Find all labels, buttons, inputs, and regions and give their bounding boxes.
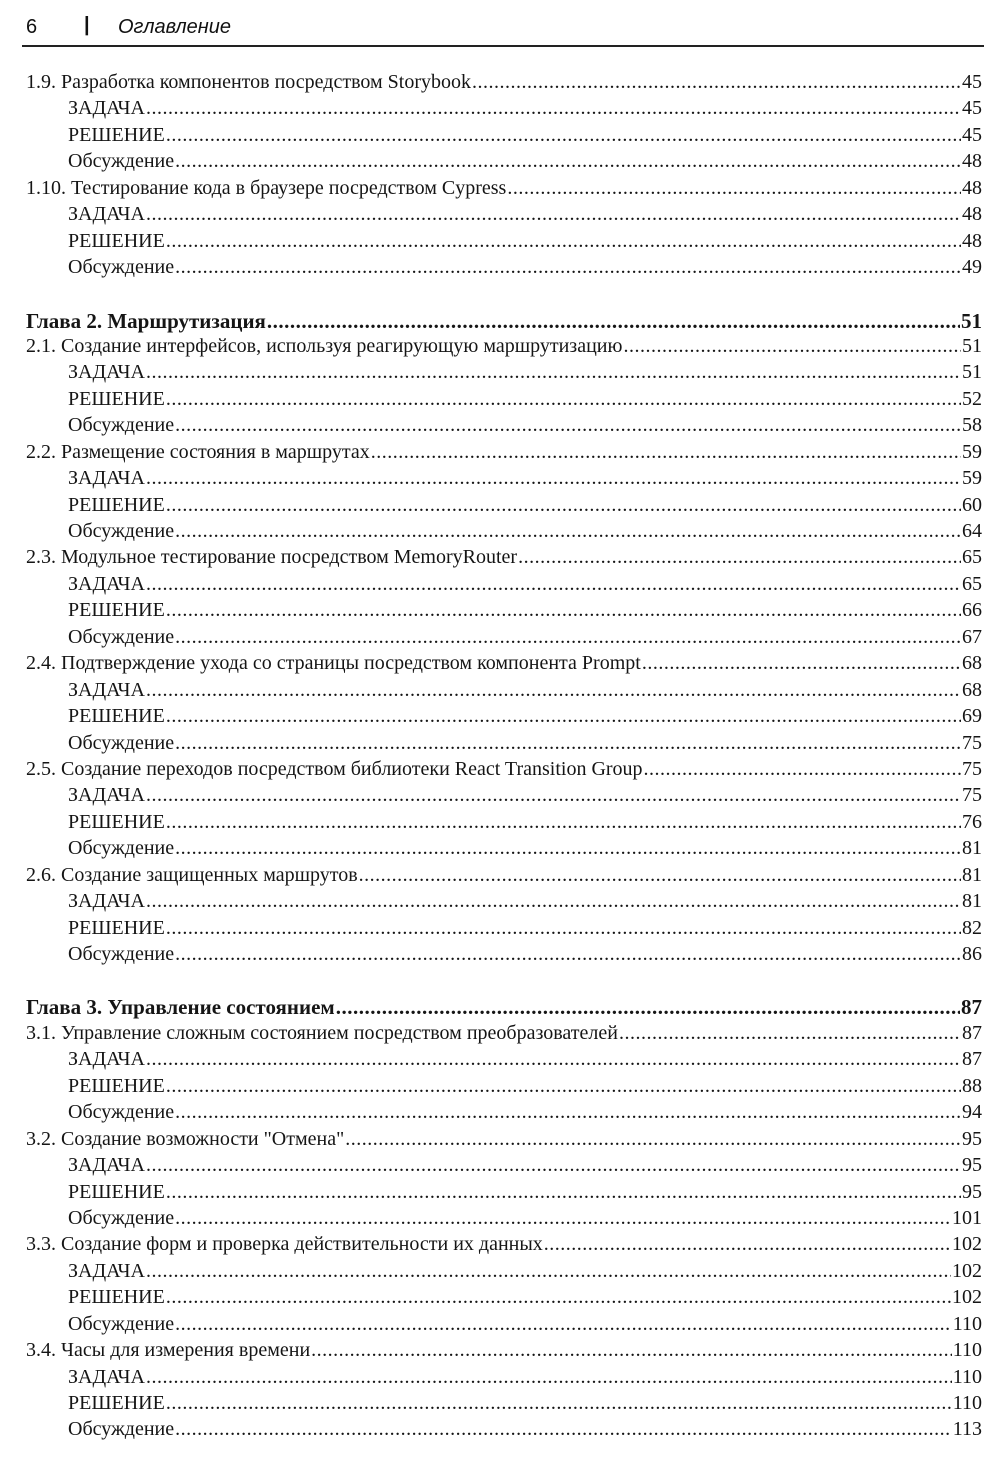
toc-entry-label: Обсуждение	[68, 1206, 175, 1229]
dot-leader	[166, 388, 961, 411]
toc-page-number: 102	[952, 1233, 982, 1256]
header-separator: |	[84, 14, 90, 36]
dot-leader	[146, 679, 961, 702]
toc-page-number: 68	[962, 678, 982, 701]
toc-entry-label: РЕШЕНИЕ	[68, 810, 165, 833]
toc-entry-label: РЕШЕНИЕ	[68, 1392, 165, 1414]
toc-subentry[interactable]	[26, 1048, 982, 1074]
toc-subentry[interactable]	[26, 124, 982, 150]
toc-page-number: 51	[962, 334, 982, 357]
toc-entry-label: Обсуждение	[68, 1418, 175, 1441]
dot-leader	[472, 71, 961, 94]
dot-leader	[175, 414, 961, 437]
toc-entry-label: Обсуждение	[68, 414, 175, 437]
toc-entry-label: 3.2. Создание возможности "Отмена"	[26, 1127, 345, 1150]
toc-entry-label: 3.1. Управление сложным состоянием посредством преобразователей	[26, 1021, 618, 1044]
toc-subentry[interactable]	[26, 1392, 982, 1418]
toc-entry-label: ЗАДАЧА	[68, 97, 145, 120]
toc-page-number: 81	[962, 863, 982, 886]
toc-page-number: 95	[962, 1154, 982, 1177]
dot-leader	[166, 1286, 951, 1309]
toc-page-number: 81	[962, 837, 982, 860]
toc-section[interactable]	[26, 758, 982, 784]
toc-subentry[interactable]	[26, 256, 982, 282]
dot-leader	[146, 1260, 951, 1283]
toc-page-number: 45	[962, 123, 982, 146]
dot-leader	[175, 520, 961, 543]
toc-subentry[interactable]	[26, 97, 982, 123]
toc-page-number: 65	[962, 546, 982, 569]
toc-entry-label: Обсуждение	[68, 731, 175, 754]
toc-section[interactable]	[26, 864, 982, 890]
toc-subentry[interactable]	[26, 520, 982, 546]
toc-subentry[interactable]	[26, 811, 982, 837]
toc-page-number: 88	[962, 1074, 982, 1097]
dot-leader	[175, 256, 961, 279]
toc-entry-label: Обсуждение	[68, 520, 175, 542]
dot-leader	[146, 467, 961, 490]
toc-subentry[interactable]	[26, 784, 982, 810]
toc-entry-label: 2.2. Размещение состояния в маршрутах	[26, 440, 370, 463]
toc-page-number: 95	[962, 1127, 982, 1150]
toc-page-number: 45	[962, 71, 982, 93]
toc-entry-label: 1.9. Разработка компонентов посредством Storybook	[26, 71, 472, 93]
toc-entry-label: РЕШЕНИЕ	[68, 1286, 165, 1309]
dot-leader	[166, 230, 961, 253]
dot-leader	[166, 1181, 961, 1204]
toc-page-number: 110	[952, 1339, 982, 1362]
toc-subentry[interactable]	[26, 943, 982, 969]
toc-chapter[interactable]	[26, 995, 982, 1021]
toc-entry-label: РЕШЕНИЕ	[68, 387, 165, 410]
toc-entry-label: Обсуждение	[68, 837, 175, 860]
dot-leader	[345, 1128, 961, 1151]
section-gap	[26, 283, 982, 309]
toc-page-number: 75	[962, 757, 982, 780]
section-gap	[26, 969, 982, 995]
toc-page-number: 69	[962, 705, 982, 728]
toc-page-number: 76	[962, 810, 982, 833]
toc-section[interactable]	[26, 1233, 982, 1259]
toc-page-number: 65	[962, 572, 982, 595]
toc-page-number: 59	[962, 440, 982, 463]
dot-leader	[544, 1233, 951, 1256]
dot-leader	[267, 309, 960, 334]
toc-entry-label: РЕШЕНИЕ	[68, 916, 165, 939]
toc-page-number: 64	[962, 520, 982, 542]
toc-section[interactable]	[26, 1022, 982, 1048]
toc-entry-label: РЕШЕНИЕ	[68, 493, 165, 516]
dot-leader	[166, 705, 961, 728]
toc-subentry[interactable]	[26, 1366, 982, 1392]
toc-subentry[interactable]	[26, 361, 982, 387]
toc-page-number: 102	[952, 1286, 982, 1309]
dot-leader	[146, 203, 961, 226]
toc-page-number: 82	[962, 916, 982, 939]
toc-entry-label: РЕШЕНИЕ	[68, 1074, 165, 1097]
toc-page-number: 68	[962, 652, 982, 675]
dot-leader	[146, 97, 961, 120]
page-header	[22, 14, 984, 46]
toc-section[interactable]	[26, 1128, 982, 1154]
toc-page-number: 110	[952, 1365, 982, 1388]
toc-section[interactable]	[26, 546, 982, 572]
page-number: 6	[26, 16, 38, 38]
toc-page-number: 113	[952, 1418, 982, 1441]
toc-entry-label: Обсуждение	[68, 1101, 175, 1124]
toc-subentry[interactable]	[26, 414, 982, 440]
dot-leader	[146, 1154, 961, 1177]
toc-page-number: 48	[962, 229, 982, 252]
toc-section[interactable]	[26, 1339, 982, 1365]
toc-entry-label: РЕШЕНИЕ	[68, 123, 165, 146]
toc-entry-label: Обсуждение	[68, 625, 175, 648]
dot-leader	[175, 1207, 951, 1230]
dot-leader	[175, 943, 961, 966]
dot-leader	[146, 784, 961, 807]
toc-entry-label: 3.4. Часы для измерения времени	[26, 1339, 311, 1362]
toc-subentry[interactable]	[26, 388, 982, 414]
dot-leader	[359, 864, 961, 887]
toc-page-number: 67	[962, 625, 982, 648]
toc-subentry[interactable]	[26, 837, 982, 863]
dot-leader	[336, 995, 960, 1020]
toc-page-number: 48	[962, 176, 982, 199]
table-of-contents	[26, 71, 982, 1445]
dot-leader	[311, 1339, 952, 1362]
dot-leader	[175, 1101, 961, 1124]
toc-page-number: 59	[962, 467, 982, 490]
dot-leader	[146, 361, 961, 384]
toc-subentry[interactable]	[26, 599, 982, 625]
dot-leader	[371, 441, 961, 464]
toc-subentry[interactable]	[26, 203, 982, 229]
dot-leader	[507, 177, 961, 200]
toc-subentry[interactable]	[26, 679, 982, 705]
toc-page-number: 48	[962, 150, 982, 173]
dot-leader	[175, 150, 961, 173]
toc-subentry[interactable]	[26, 1418, 982, 1444]
dot-leader	[166, 1075, 961, 1098]
dot-leader	[644, 758, 961, 781]
toc-entry-label: 2.5. Создание переходов посредством библиотеки React Transition Group	[26, 757, 643, 780]
toc-entry-label: 2.3. Модульное тестирование посредством MemoryRouter	[26, 546, 518, 569]
toc-page-number: 52	[962, 387, 982, 410]
toc-entry-label: ЗАДАЧА	[68, 890, 145, 913]
toc-entry-label: ЗАДАЧА	[68, 1365, 145, 1388]
toc-entry-label: ЗАДАЧА	[68, 784, 145, 807]
header-rule	[22, 45, 984, 47]
toc-section[interactable]	[26, 652, 982, 678]
toc-section[interactable]	[26, 441, 982, 467]
dot-leader	[175, 732, 961, 755]
dot-leader	[166, 917, 961, 940]
toc-page-number: 86	[962, 943, 982, 965]
toc-entry-label: ЗАДАЧА	[68, 678, 145, 701]
toc-subentry[interactable]	[26, 1101, 982, 1127]
dot-leader	[146, 1048, 961, 1071]
dot-leader	[166, 494, 961, 517]
toc-page-number: 75	[962, 784, 982, 807]
toc-entry-label: РЕШЕНИЕ	[68, 599, 165, 622]
toc-entry-label: ЗАДАЧА	[68, 361, 145, 384]
toc-subentry[interactable]	[26, 1181, 982, 1207]
toc-subentry[interactable]	[26, 1313, 982, 1339]
toc-entry-label: ЗАДАЧА	[68, 1154, 145, 1177]
toc-entry-label: 3.3. Создание форм и проверка действительности их данных	[26, 1233, 543, 1256]
dot-leader	[146, 1366, 952, 1389]
dot-leader	[166, 599, 961, 622]
toc-section[interactable]	[26, 335, 982, 361]
dot-leader	[175, 626, 961, 649]
toc-subentry[interactable]	[26, 732, 982, 758]
toc-page-number: 51	[962, 361, 982, 384]
toc-page-number: 87	[962, 1021, 982, 1044]
toc-entry-label: Обсуждение	[68, 943, 175, 965]
toc-page-number: 75	[962, 731, 982, 754]
toc-entry-label: ЗАДАЧА	[68, 467, 145, 490]
toc-subentry[interactable]	[26, 705, 982, 731]
toc-subentry[interactable]	[26, 1154, 982, 1180]
dot-leader	[146, 573, 961, 596]
toc-page-number: 87	[962, 1048, 982, 1071]
toc-page-number: 45	[962, 97, 982, 120]
toc-page-number: 81	[962, 890, 982, 913]
dot-leader	[175, 1418, 952, 1441]
toc-subentry[interactable]	[26, 1207, 982, 1233]
toc-section[interactable]	[26, 177, 982, 203]
toc-page-number: 48	[962, 203, 982, 226]
toc-entry-label: 2.1. Создание интерфейсов, используя реагирующую маршрутизацию	[26, 334, 623, 357]
dot-leader	[642, 652, 961, 675]
toc-subentry[interactable]	[26, 1286, 982, 1312]
toc-page-number: 49	[962, 256, 982, 279]
toc-subentry[interactable]	[26, 150, 982, 176]
toc-entry-label: Обсуждение	[68, 256, 175, 279]
dot-leader	[619, 1022, 961, 1045]
toc-page-number: 51	[961, 308, 982, 333]
toc-entry-label: Обсуждение	[68, 150, 175, 173]
toc-entry-label: Глава 2. Маршрутизация	[26, 308, 266, 333]
toc-chapter[interactable]	[26, 309, 982, 335]
toc-section[interactable]	[26, 71, 982, 97]
toc-page-number: 87	[961, 995, 982, 1020]
toc-page-number: 110	[952, 1392, 982, 1414]
dot-leader	[518, 546, 961, 569]
toc-subentry[interactable]	[26, 467, 982, 493]
dot-leader	[623, 335, 961, 358]
toc-entry-label: ЗАДАЧА	[68, 572, 145, 595]
dot-leader	[166, 811, 961, 834]
toc-entry-label: РЕШЕНИЕ	[68, 1180, 165, 1203]
toc-subentry[interactable]	[26, 573, 982, 599]
toc-page-number: 66	[962, 599, 982, 622]
dot-leader	[166, 124, 961, 147]
toc-subentry[interactable]	[26, 1075, 982, 1101]
toc-subentry[interactable]	[26, 494, 982, 520]
dot-leader	[175, 837, 961, 860]
toc-entry-label: РЕШЕНИЕ	[68, 229, 165, 252]
toc-subentry[interactable]	[26, 917, 982, 943]
toc-subentry[interactable]	[26, 1260, 982, 1286]
toc-subentry[interactable]	[26, 230, 982, 256]
toc-entry-label: ЗАДАЧА	[68, 1048, 145, 1071]
toc-entry-label: ЗАДАЧА	[68, 203, 145, 226]
toc-page-number: 58	[962, 414, 982, 437]
dot-leader	[146, 890, 961, 913]
toc-page-number: 102	[952, 1259, 982, 1282]
toc-entry-label: ЗАДАЧА	[68, 1259, 145, 1282]
toc-subentry[interactable]	[26, 890, 982, 916]
toc-page-number: 101	[952, 1206, 982, 1229]
toc-page-number: 110	[952, 1312, 982, 1335]
dot-leader	[175, 1313, 952, 1336]
dot-leader	[166, 1392, 952, 1415]
toc-entry-label: Глава 3. Управление состоянием	[26, 995, 335, 1020]
toc-entry-label: 2.4. Подтверждение ухода со страницы посредством компонента Prompt	[26, 652, 641, 675]
toc-subentry[interactable]	[26, 626, 982, 652]
running-title: Оглавление	[118, 16, 232, 38]
toc-page-number: 94	[962, 1101, 982, 1124]
toc-page-number: 60	[962, 493, 982, 516]
toc-page-number: 95	[962, 1180, 982, 1203]
toc-entry-label: 1.10. Тестирование кода в браузере посредством Cypress	[26, 176, 507, 199]
toc-entry-label: Обсуждение	[68, 1312, 175, 1335]
toc-entry-label: РЕШЕНИЕ	[68, 705, 165, 728]
toc-entry-label: 2.6. Создание защищенных маршрутов	[26, 863, 358, 886]
